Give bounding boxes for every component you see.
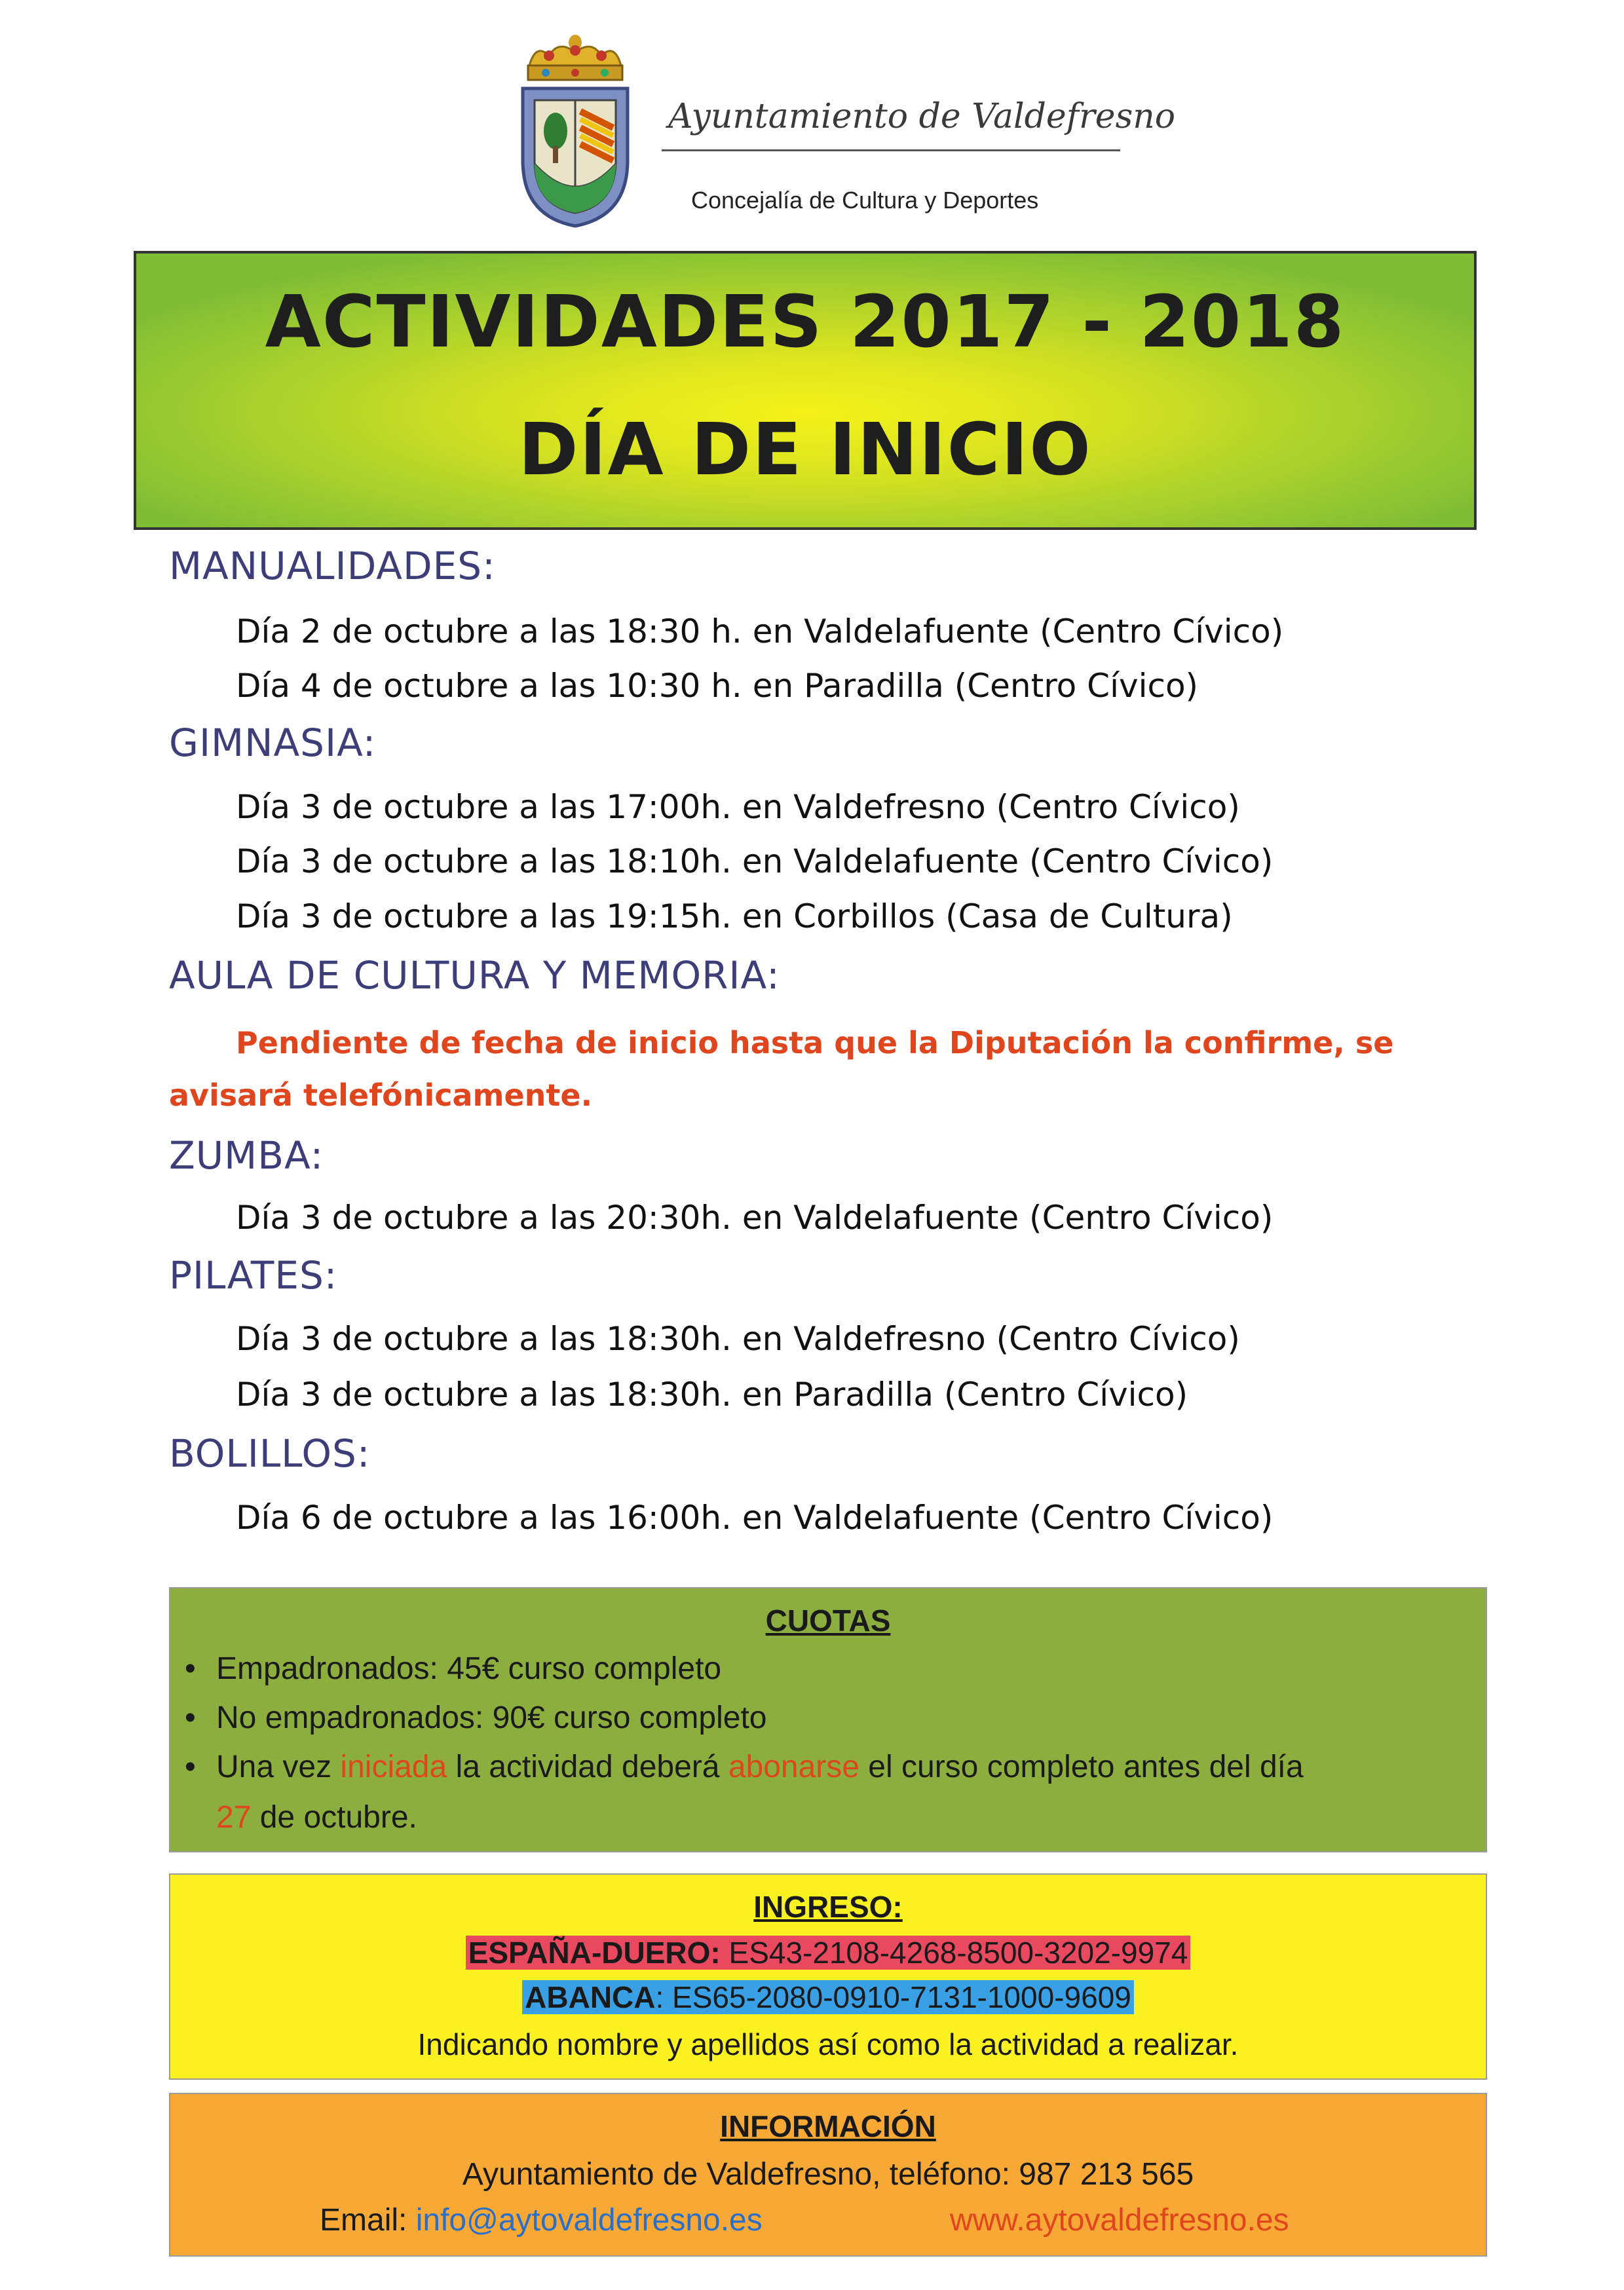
cuota-text: No empadronados: 90€ curso completo bbox=[216, 1700, 767, 1735]
website-link[interactable]: www.aytovaldefresno.es bbox=[950, 2203, 1289, 2238]
informacion-title: INFORMACIÓN bbox=[720, 2109, 936, 2143]
email-link[interactable]: info@aytovaldefresno.es bbox=[415, 2203, 763, 2238]
bank-abanca bbox=[522, 1980, 1134, 2014]
ingreso-note: Indicando nombre y apellidos así como la actividad a realizar. bbox=[417, 2027, 1239, 2061]
cuota-item bbox=[185, 1700, 767, 1736]
activity-schedule-line: Día 2 de octubre a las 18:30 h. en Valdelafuente (Centro Cívico) bbox=[236, 612, 1284, 650]
activity-heading-aula-cultura: AULA DE CULTURA Y MEMORIA: bbox=[169, 953, 780, 998]
cuota-highlight: iniciada bbox=[340, 1750, 447, 1784]
cuota-item-continuation bbox=[216, 1799, 417, 1835]
bank-abanca-row bbox=[170, 1980, 1486, 2015]
activity-schedule-line: Día 3 de octubre a las 18:30h. en Paradilla (Centro Cívico) bbox=[236, 1376, 1188, 1414]
ayuntamiento-name: Ayuntamiento de Valdefresno bbox=[668, 97, 1176, 136]
bank-espana-duero-row bbox=[170, 1935, 1486, 1970]
bank-name: ABANCA bbox=[525, 1980, 656, 2014]
title-banner bbox=[134, 251, 1477, 530]
header-divider bbox=[662, 149, 1120, 151]
bullet-icon: • bbox=[185, 1700, 196, 1735]
activity-heading-manualidades: MANUALIDADES: bbox=[169, 544, 496, 588]
bank-iban: : ES65-2080-0910-7131-1000-9609 bbox=[655, 1980, 1131, 2014]
bullet-icon: • bbox=[185, 1651, 196, 1686]
activity-heading-zumba: ZUMBA: bbox=[169, 1133, 324, 1178]
bank-iban: ES43-2108-4268-8500-3202-9974 bbox=[720, 1936, 1188, 1970]
cuota-text: la actividad deberá bbox=[447, 1750, 728, 1784]
ingreso-title: INGRESO: bbox=[753, 1890, 903, 1924]
cuota-text: de octubre. bbox=[251, 1800, 417, 1835]
bank-name: ESPAÑA-DUERO: bbox=[468, 1936, 721, 1970]
email-label: Email: bbox=[320, 2203, 416, 2238]
activity-schedule-line: Día 3 de octubre a las 19:15h. en Corbillos (Casa de Cultura) bbox=[236, 897, 1233, 935]
bullet-icon: • bbox=[185, 1750, 196, 1784]
activity-schedule-line: Día 3 de octubre a las 18:30h. en Valdefresno (Centro Cívico) bbox=[236, 1320, 1240, 1358]
informacion-email-row bbox=[320, 2202, 763, 2238]
pending-notice-line-2: avisará telefónicamente. bbox=[169, 1078, 593, 1113]
municipal-crest-logo bbox=[510, 29, 641, 229]
activity-schedule-line: Día 3 de octubre a las 20:30h. en Valdelafuente (Centro Cívico) bbox=[236, 1199, 1274, 1237]
title-line-2: DÍA DE INICIO bbox=[518, 407, 1092, 491]
cuota-item bbox=[185, 1651, 722, 1687]
activity-heading-pilates: PILATES: bbox=[169, 1253, 338, 1298]
activity-heading-bolillos: BOLILLOS: bbox=[169, 1431, 371, 1476]
informacion-phone: Ayuntamiento de Valdefresno, teléfono: 987 213 565 bbox=[462, 2157, 1194, 2192]
cuota-item bbox=[185, 1749, 1304, 1785]
title-line-1: ACTIVIDADES 2017 - 2018 bbox=[265, 280, 1346, 364]
informacion-box bbox=[169, 2093, 1487, 2257]
pending-notice-line-1: Pendiente de fecha de inicio hasta que la Diputación la confirme, se bbox=[236, 1025, 1394, 1061]
concejalia-subtitle: Concejalía de Cultura y Deportes bbox=[691, 187, 1039, 214]
activity-heading-gimnasia: GIMNASIA: bbox=[169, 721, 377, 765]
activity-schedule-line: Día 3 de octubre a las 18:10h. en Valdelafuente (Centro Cívico) bbox=[236, 842, 1274, 880]
cuotas-title: CUOTAS bbox=[765, 1604, 891, 1638]
ingreso-box bbox=[169, 1873, 1487, 2080]
cuotas-box bbox=[169, 1587, 1487, 1852]
activity-schedule-line: Día 4 de octubre a las 10:30 h. en Paradilla (Centro Cívico) bbox=[236, 667, 1199, 705]
cuota-text: Empadronados: 45€ curso completo bbox=[216, 1651, 722, 1686]
cuota-text: Una vez bbox=[216, 1750, 341, 1784]
cuota-highlight: abonarse bbox=[728, 1750, 859, 1784]
bank-espana-duero bbox=[466, 1936, 1191, 1970]
cuota-highlight: 27 bbox=[216, 1800, 252, 1835]
cuota-text: el curso completo antes del día bbox=[859, 1750, 1304, 1784]
activity-schedule-line: Día 6 de octubre a las 16:00h. en Valdelafuente (Centro Cívico) bbox=[236, 1499, 1274, 1537]
activity-schedule-line: Día 3 de octubre a las 17:00h. en Valdefresno (Centro Cívico) bbox=[236, 788, 1240, 826]
